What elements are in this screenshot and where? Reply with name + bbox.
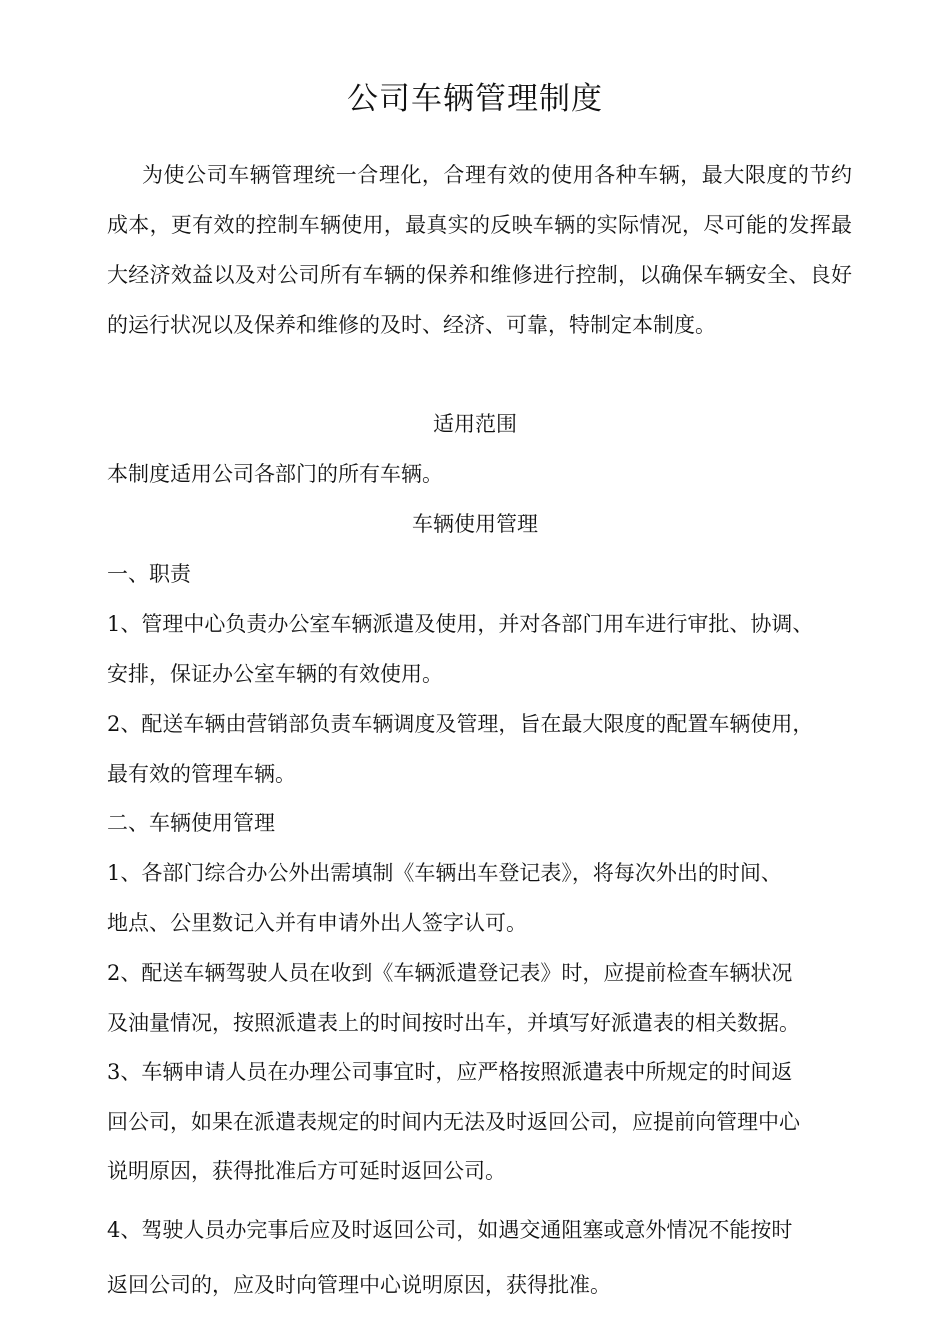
s1-item2-line2: 最有效的管理车辆。 bbox=[107, 762, 296, 786]
scope-text: 本制度适用公司各部门的所有车辆。 bbox=[107, 462, 443, 486]
s2-item3-line1: 3、车辆申请人员在办理公司事宜时，应严格按照派遣表中所规定的时间返 bbox=[107, 1060, 793, 1084]
s2-item2-line1: 2、配送车辆驾驶人员在收到《车辆派遣登记表》时，应提前检查车辆状况 bbox=[107, 961, 793, 985]
section2-heading: 二、车辆使用管理 bbox=[107, 811, 275, 835]
s1-item2-line1: 2、配送车辆由营销部负责车辆调度及管理，旨在最大限度的配置车辆使用， bbox=[107, 712, 814, 736]
scope-heading: 适用范围 bbox=[433, 412, 517, 436]
document-title: 公司车辆管理制度 bbox=[347, 81, 603, 117]
s2-item1-line2: 地点、公里数记入并有申请外出人签字认可。 bbox=[107, 911, 527, 935]
s2-item4-line1: 4、驾驶人员办完事后应及时返回公司，如遇交通阻塞或意外情况不能按时 bbox=[107, 1218, 793, 1242]
s2-item3-line2: 回公司，如果在派遣表规定的时间内无法及时返回公司，应提前向管理中心 bbox=[107, 1110, 800, 1134]
s2-item3-line3: 说明原因，获得批准后方可延时返回公司。 bbox=[107, 1159, 506, 1183]
s2-item4-line2: 返回公司的，应及时向管理中心说明原因，获得批准。 bbox=[107, 1273, 611, 1297]
s2-item1-line1: 1、各部门综合办公外出需填制《车辆出车登记表》，将每次外出的时间、 bbox=[107, 861, 782, 885]
section1-heading: 一、职责 bbox=[107, 562, 191, 586]
usage-heading: 车辆使用管理 bbox=[412, 512, 538, 536]
s2-item2-line2: 及油量情况，按照派遣表上的时间按时出车，并填写好派遣表的相关数据。 bbox=[107, 1011, 800, 1035]
intro-paragraph: 为使公司车辆管理统一合理化，合理有效的使用各种车辆，最大限度的节约成本，更有效的控制车辆使用，最真实的反映车辆的实际情况，尽可能的发挥最大经济效益以及对公司所有车辆的保养和维修进行控制，以确保车辆安全、良好的运行状况以及保养和维修的及时、经济、可靠，特制定本制度。 bbox=[107, 163, 852, 337]
s1-item1-line2: 安排，保证办公室车辆的有效使用。 bbox=[107, 662, 443, 686]
s1-item1-line1: 1、管理中心负责办公室车辆派遣及使用，并对各部门用车进行审批、协调、 bbox=[107, 612, 814, 636]
